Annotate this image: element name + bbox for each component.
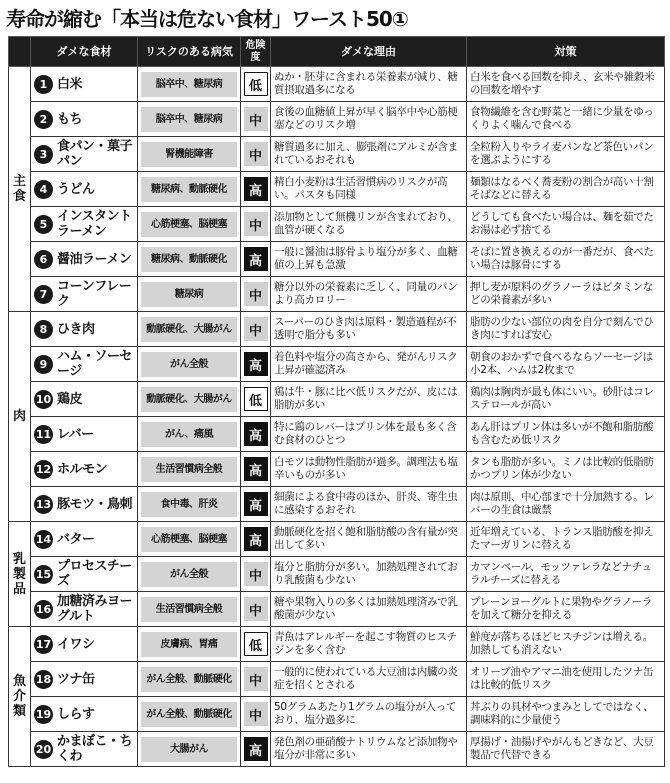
measure-text: 近年増えている、トランス脂肪酸を抑えたマーガリンに替える: [467, 522, 665, 557]
risk-badge: 高: [244, 737, 268, 761]
measure-text: 押し麦が原料のグラノーラはビタミンなどの栄養素が多い: [467, 277, 665, 312]
risk-cell: [241, 417, 271, 452]
reason-text: 着色料や塩分の高さから、発がんリスク上昇が確認済み: [271, 347, 467, 382]
food-cell: [31, 697, 138, 732]
food-cell: [31, 732, 138, 767]
risk-badge: 高: [244, 352, 268, 376]
table-row: [9, 67, 665, 102]
risk-cell: [241, 627, 271, 662]
food-cell: [31, 67, 138, 102]
risk-cell: [241, 312, 271, 347]
rank-number: 18: [34, 670, 53, 689]
risk-cell: [241, 662, 271, 697]
measure-text: 丼ぶりの具材やつまみとしてではなく、調味料的に少量使う: [467, 697, 665, 732]
table-row: [9, 592, 665, 627]
risk-cell: [241, 382, 271, 417]
disease-label: がん全般、動脈硬化: [141, 667, 237, 692]
risk-cell: [241, 592, 271, 627]
rank-number: 13: [34, 495, 53, 514]
table-row: [9, 102, 665, 137]
table-row: [9, 137, 665, 172]
disease-label: 脳卒中、糖尿病: [141, 72, 237, 97]
disease-label: 生活習慣病全般: [141, 457, 237, 482]
table-row: [9, 277, 665, 312]
table-row: [9, 312, 665, 347]
disease-label: 大腸がん: [141, 737, 237, 762]
risk-cell: [241, 242, 271, 277]
measure-text: 厚揚げ・油揚げやがんもどきなど、大豆製品で代替できる: [467, 732, 665, 767]
disease-label: 生活習慣病全般: [141, 597, 237, 622]
disease-label: 動脈硬化、大腸がん: [141, 317, 237, 342]
rank-number: 14: [34, 530, 53, 549]
food-cell: [31, 172, 138, 207]
risk-cell: [241, 277, 271, 312]
reason-text: 細菌による食中毒のほか、肝炎、寄生虫に感染するおそれ: [271, 487, 467, 522]
measure-text: そばに置き換えるのが一番だが、食べたい場合は豚骨にする: [467, 242, 665, 277]
table-row: [9, 627, 665, 662]
table-row: [9, 697, 665, 732]
rank-number: 19: [34, 705, 53, 724]
category-text: 乳製品: [12, 551, 26, 597]
risk-badge: 低: [244, 387, 268, 411]
risk-badge: 中: [244, 667, 268, 691]
food-cell: [31, 452, 138, 487]
rank-number: 6: [34, 250, 53, 269]
food-name: ツナ缶: [57, 671, 95, 687]
risk-cell: [241, 347, 271, 382]
reason-text: 糖分以外の栄養素に乏しく、同量のパンより高カロリー: [271, 277, 467, 312]
reason-text: 動脈硬化を招く飽和脂肪酸の含有量が突出して多い: [271, 522, 467, 557]
measure-text: どうしても食べたい場合は、麺を茹でたお湯は必ず捨てる: [467, 207, 665, 242]
rank-number: 7: [34, 285, 53, 304]
category-label: [9, 627, 31, 767]
food-name: 鶏皮: [57, 391, 83, 407]
food-name: もち: [57, 111, 83, 127]
disease-cell: [138, 347, 241, 382]
rank-number: 17: [34, 635, 53, 654]
reason-text: ぬか・胚芽に含まれる栄養素が減り、糖質摂取過多になる: [271, 67, 467, 102]
category-label: [9, 312, 31, 522]
food-name: インスタントラーメン: [57, 209, 132, 239]
food-cell: [31, 627, 138, 662]
disease-label: がん、痛風: [141, 422, 237, 447]
table-row: [9, 487, 665, 522]
disease-cell: [138, 592, 241, 627]
food-name: バター: [57, 531, 95, 547]
rank-number: 8: [34, 320, 53, 339]
category-text: 魚介類: [12, 674, 26, 719]
table-body: [9, 67, 665, 767]
risk-badge: 中: [244, 282, 268, 306]
risk-badge: 高: [244, 422, 268, 446]
header-reason: ダメな理由: [271, 37, 467, 67]
rank-number: 5: [34, 215, 53, 234]
food-name: 白米: [57, 76, 83, 92]
risk-badge: 高: [244, 177, 268, 201]
measure-text: プレーンヨーグルトに果物やグラノーラを加えて糖分を抑える: [467, 592, 665, 627]
risk-cell: [241, 557, 271, 592]
food-name: しらす: [57, 706, 95, 722]
food-cell: [31, 102, 138, 137]
food-name: プロセスチーズ: [57, 559, 132, 589]
food-name: 豚モツ・鳥刺: [57, 496, 133, 512]
header-category: [9, 37, 31, 67]
risk-badge: 中: [244, 142, 268, 166]
disease-label: 糖尿病: [141, 282, 237, 307]
header-risk: 危険度: [241, 37, 271, 67]
measure-text: 白米を食べる回数を抑え、玄米や雑穀米の回数を増やす: [467, 67, 665, 102]
table-row: [9, 732, 665, 767]
disease-label: 糖尿病、動脈硬化: [141, 177, 237, 202]
table-header-row: [9, 37, 665, 67]
risk-badge: 中: [244, 562, 268, 586]
category-text: 肉: [12, 409, 26, 424]
risk-cell: [241, 102, 271, 137]
reason-text: 発色剤の亜硝酸ナトリウムなど添加物や塩分が非常に多い: [271, 732, 467, 767]
risk-badge: 高: [244, 247, 268, 271]
food-cell: [31, 557, 138, 592]
disease-label: がん全般、動脈硬化: [141, 702, 237, 727]
table-row: [9, 557, 665, 592]
rank-number: 2: [34, 110, 53, 129]
food-cell: [31, 207, 138, 242]
reason-text: 鶏は牛・豚に比べ低リスクだが、皮には脂肪が多い: [271, 382, 467, 417]
rank-number: 16: [34, 600, 53, 619]
measure-text: 脂肪の少ない部位の肉を自分で刻んでひき肉にすれば安心: [467, 312, 665, 347]
category-label: [9, 67, 31, 312]
measure-text: 全粒粉入りやライ麦パンなど茶色いパンを選ぶようにする: [467, 137, 665, 172]
table-row: [9, 172, 665, 207]
rank-number: 20: [34, 740, 53, 759]
food-cell: [31, 417, 138, 452]
table-row: [9, 382, 665, 417]
header-disease: リスクのある病気: [138, 37, 241, 67]
food-name: コーンフレーク: [57, 279, 132, 309]
food-cell: [31, 347, 138, 382]
disease-cell: [138, 697, 241, 732]
risk-cell: [241, 207, 271, 242]
reason-text: 塩分と脂肪分が多い。加熱処理されており乳酸菌も少ない: [271, 557, 467, 592]
food-name: レバー: [57, 426, 94, 442]
disease-label: がん全般: [141, 352, 237, 377]
disease-label: 心筋梗塞、脳梗塞: [141, 527, 237, 552]
rank-number: 10: [34, 390, 53, 409]
risk-badge: 中: [244, 212, 268, 236]
reason-text: 一般的に使われている大豆油は内臓の炎症を招くとされる: [271, 662, 467, 697]
food-name: ひき肉: [57, 321, 95, 337]
food-cell: [31, 522, 138, 557]
disease-cell: [138, 312, 241, 347]
risk-badge: 中: [244, 317, 268, 341]
header-food: ダメな食材: [31, 37, 138, 67]
disease-label: 糖尿病、動脈硬化: [141, 247, 237, 272]
disease-cell: [138, 627, 241, 662]
measure-text: オリーブ油やアマニ油を使用したツナ缶は比較的低リスク: [467, 662, 665, 697]
table-row: [9, 522, 665, 557]
measure-text: 肉は原則、中心部まで十分加熱する。レバーの生食は厳禁: [467, 487, 665, 522]
food-cell: [31, 312, 138, 347]
measure-text: 鮮度が落ちるほどヒスチジンは増える。加熱しても消えない: [467, 627, 665, 662]
disease-label: がん全般: [141, 562, 237, 587]
table-row: [9, 452, 665, 487]
food-cell: [31, 662, 138, 697]
disease-cell: [138, 382, 241, 417]
measure-text: あん肝はプリン体は多いが不飽和脂肪酸も含むため低リスク: [467, 417, 665, 452]
measure-text: 麺類はなるべく蕎麦粉の割合が高い十割そばなどに替える: [467, 172, 665, 207]
reason-text: 添加物として無機リンが含まれており、血管が硬くなる: [271, 207, 467, 242]
food-name: イワシ: [57, 636, 95, 652]
risk-cell: [241, 452, 271, 487]
disease-cell: [138, 522, 241, 557]
category-text: 主食: [12, 174, 26, 204]
reason-text: 50グラムあたり1グラムの塩分が入っており、塩分過多に: [271, 697, 467, 732]
risk-badge: 高: [244, 457, 268, 481]
reason-text: 一般に醤油は豚骨より塩分が多く、血糖値の上昇も急激: [271, 242, 467, 277]
risk-badge: 高: [244, 492, 268, 516]
risk-cell: [241, 137, 271, 172]
risk-cell: [241, 487, 271, 522]
risk-cell: [241, 522, 271, 557]
measure-text: カマンベール、モッツァレラなどナチュラルチーズに替える: [467, 557, 665, 592]
table-row: [9, 662, 665, 697]
table-row: [9, 207, 665, 242]
disease-cell: [138, 452, 241, 487]
measure-text: 鶏肉は胸肉が最も体にいい。砂肝はコレステロールが高い: [467, 382, 665, 417]
disease-label: 脳卒中、糖尿病: [141, 107, 237, 132]
food-name: ホルモン: [57, 461, 108, 477]
reason-text: 精白小麦粉は生活習慣病のリスクが高い。パスタも同様: [271, 172, 467, 207]
food-cell: [31, 487, 138, 522]
disease-cell: [138, 67, 241, 102]
disease-label: 食中毒、肝炎: [141, 492, 237, 517]
rank-number: 11: [34, 425, 53, 444]
food-cell: [31, 277, 138, 312]
rank-number: 4: [34, 180, 53, 199]
disease-cell: [138, 487, 241, 522]
risk-badge: 中: [244, 597, 268, 621]
risk-badge: 低: [244, 632, 268, 656]
food-cell: [31, 592, 138, 627]
rank-number: 1: [34, 75, 53, 94]
reason-text: 特に鶏のレバーはプリン体を最も多く含む食材のひとつ: [271, 417, 467, 452]
food-table: [8, 36, 665, 767]
disease-cell: [138, 417, 241, 452]
disease-label: 心筋梗塞、脳梗塞: [141, 212, 237, 237]
rank-number: 12: [34, 460, 53, 479]
food-name: 加糖済みヨーグルト: [57, 594, 133, 624]
food-cell: [31, 382, 138, 417]
reason-text: スーパーのひき肉は原料・製造過程が不透明で脂分も多い: [271, 312, 467, 347]
food-name: 食パン・菓子パン: [57, 139, 133, 169]
risk-badge: 中: [244, 702, 268, 726]
disease-cell: [138, 172, 241, 207]
reason-text: 白モツは動物性脂肪が過多。調理法も塩辛いものが多い: [271, 452, 467, 487]
table-row: [9, 347, 665, 382]
food-cell: [31, 242, 138, 277]
disease-cell: [138, 662, 241, 697]
risk-cell: [241, 732, 271, 767]
food-name: ハム・ソーセージ: [57, 349, 132, 379]
risk-cell: [241, 67, 271, 102]
risk-badge: 低: [244, 72, 268, 96]
rank-number: 9: [34, 355, 53, 374]
header-measure: 対策: [467, 37, 665, 67]
disease-cell: [138, 137, 241, 172]
disease-label: 皮膚病、胃痛: [141, 632, 237, 657]
rank-number: 15: [34, 565, 53, 584]
disease-cell: [138, 277, 241, 312]
disease-cell: [138, 207, 241, 242]
measure-text: 食物繊維を含む野菜と一緒に少量をゆっくりよく噛んで食べる: [467, 102, 665, 137]
reason-text: 糖質過多に加え、膨張剤にアルミが含まれているおそれも: [271, 137, 467, 172]
risk-badge: 中: [244, 107, 268, 131]
measure-text: 朝食のおかずで食べるならソーセージは小2本、ハムは2枚まで: [467, 347, 665, 382]
food-name: 醤油ラーメン: [57, 251, 132, 267]
table-row: [9, 242, 665, 277]
disease-label: 腎機能障害: [141, 142, 237, 167]
food-cell: [31, 137, 138, 172]
disease-cell: [138, 102, 241, 137]
disease-cell: [138, 242, 241, 277]
food-name: かまぼこ・ちくわ: [57, 734, 133, 764]
measure-text: タンも脂肪が多い。ミノは比較的低脂肪かつプリン体が少ない: [467, 452, 665, 487]
rank-number: 3: [34, 145, 53, 164]
category-label: [9, 522, 31, 627]
disease-cell: [138, 732, 241, 767]
risk-cell: [241, 172, 271, 207]
reason-text: 食後の血糖値上昇が早く脳卒中や心筋梗塞などのリスク増: [271, 102, 467, 137]
table-row: [9, 417, 665, 452]
page-title: 寿命が縮む「本当は危ない食材」ワースト50①: [6, 7, 408, 31]
disease-cell: [138, 557, 241, 592]
disease-label: 動脈硬化、大腸がん: [141, 387, 237, 412]
reason-text: 糖や果物入りの多くは加熱処理済みで乳酸菌が少ない: [271, 592, 467, 627]
food-name: うどん: [57, 181, 95, 197]
reason-text: 青魚はアレルギーを起こす物質のヒスチジンを多く含む: [271, 627, 467, 662]
risk-badge: 高: [244, 527, 268, 551]
risk-cell: [241, 697, 271, 732]
